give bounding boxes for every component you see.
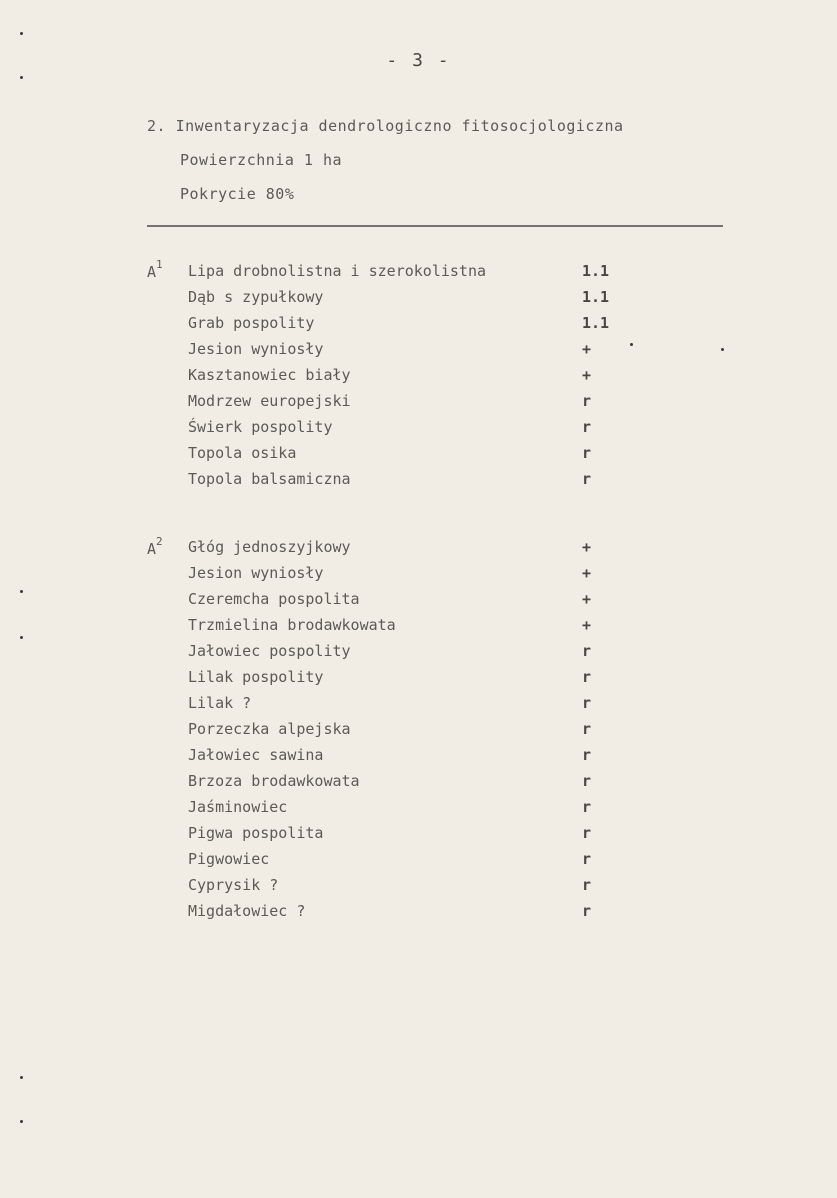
species-name: Cyprysik ? <box>188 876 279 894</box>
table-row <box>188 616 618 638</box>
table-row <box>188 262 618 284</box>
table-row <box>188 746 618 768</box>
species-name: Grab pospolity <box>188 314 315 332</box>
cover-value: + <box>582 564 592 582</box>
layer-number: 1 <box>156 258 163 271</box>
table-row <box>188 366 618 388</box>
cover-value: r <box>582 642 592 660</box>
cover-value: + <box>582 538 592 556</box>
species-name: Porzeczka alpejska <box>188 720 351 738</box>
cover-line: Pokrycie 80% <box>180 185 295 203</box>
species-name: Pigwa pospolita <box>188 824 324 842</box>
species-name: Lilak ? <box>188 694 252 712</box>
cover-value: 1.1 <box>582 288 610 306</box>
cover-value: r <box>582 392 592 410</box>
scan-speck <box>721 348 724 351</box>
species-name: Jesion wyniosły <box>188 340 324 358</box>
table-row <box>188 392 618 414</box>
scan-speck <box>20 32 23 35</box>
table-row <box>188 418 618 440</box>
table-row <box>188 340 618 362</box>
species-name: Jaśminowiec <box>188 798 288 816</box>
cover-value: 1.1 <box>582 262 610 280</box>
table-row <box>188 314 618 336</box>
scan-speck <box>20 1120 23 1123</box>
cover-value: + <box>582 590 592 608</box>
cover-value: r <box>582 798 592 816</box>
cover-value: r <box>582 772 592 790</box>
species-name: Jałowiec pospolity <box>188 642 351 660</box>
table-row <box>188 694 618 716</box>
layer-letter: A <box>147 540 157 558</box>
section-title: 2. Inwentaryzacja dendrologiczno fitosocjologiczna <box>147 117 624 135</box>
layer-label-a1 <box>147 258 163 281</box>
scan-speck <box>20 1076 23 1079</box>
species-name: Kasztanowiec biały <box>188 366 351 384</box>
table-row <box>188 444 618 466</box>
cover-value: r <box>582 850 592 868</box>
scan-speck <box>20 76 23 79</box>
table-row <box>188 824 618 846</box>
scan-speck <box>20 590 23 593</box>
table-row <box>188 642 618 664</box>
species-name: Brzoza brodawkowata <box>188 772 360 790</box>
table-row <box>188 850 618 872</box>
cover-value: r <box>582 444 592 462</box>
cover-value: r <box>582 824 592 842</box>
layer-letter: A <box>147 263 157 281</box>
cover-value: + <box>582 340 592 358</box>
cover-value: r <box>582 668 592 686</box>
table-row <box>188 590 618 612</box>
cover-value: r <box>582 746 592 764</box>
species-name: Jałowiec sawina <box>188 746 324 764</box>
species-name: Głóg jednoszyjkowy <box>188 538 351 556</box>
cover-value: 1.1 <box>582 314 610 332</box>
cover-value: r <box>582 694 592 712</box>
species-name: Lipa drobnolistna i szerokolistna <box>188 262 487 280</box>
cover-value: + <box>582 366 592 384</box>
species-name: Topola osika <box>188 444 297 462</box>
scan-speck <box>20 636 23 639</box>
header-divider <box>147 225 723 227</box>
cover-value: r <box>582 902 592 920</box>
table-row <box>188 288 618 310</box>
scan-speck <box>630 343 633 346</box>
species-name: Czeremcha pospolita <box>188 590 360 608</box>
table-row <box>188 772 618 794</box>
cover-value: r <box>582 720 592 738</box>
species-name: Trzmielina brodawkowata <box>188 616 396 634</box>
table-row <box>188 798 618 820</box>
species-name: Dąb s zypułkowy <box>188 288 324 306</box>
table-row <box>188 470 618 492</box>
page-number: - 3 - <box>386 50 451 71</box>
area-line: Powierzchnia 1 ha <box>180 151 343 169</box>
species-name: Topola balsamiczna <box>188 470 351 488</box>
cover-value: + <box>582 616 592 634</box>
species-name: Migdałowiec ? <box>188 902 306 920</box>
layer-number: 2 <box>156 535 163 548</box>
species-name: Modrzew europejski <box>188 392 351 410</box>
species-name: Świerk pospolity <box>188 418 333 436</box>
species-name: Jesion wyniosły <box>188 564 324 582</box>
table-row <box>188 538 618 560</box>
table-row <box>188 876 618 898</box>
table-row <box>188 902 618 924</box>
layer-label-a2 <box>147 535 163 558</box>
table-row <box>188 720 618 742</box>
table-row <box>188 668 618 690</box>
species-name: Pigwowiec <box>188 850 270 868</box>
cover-value: r <box>582 876 592 894</box>
table-row <box>188 564 618 586</box>
cover-value: r <box>582 470 592 488</box>
cover-value: r <box>582 418 592 436</box>
species-name: Lilak pospolity <box>188 668 324 686</box>
